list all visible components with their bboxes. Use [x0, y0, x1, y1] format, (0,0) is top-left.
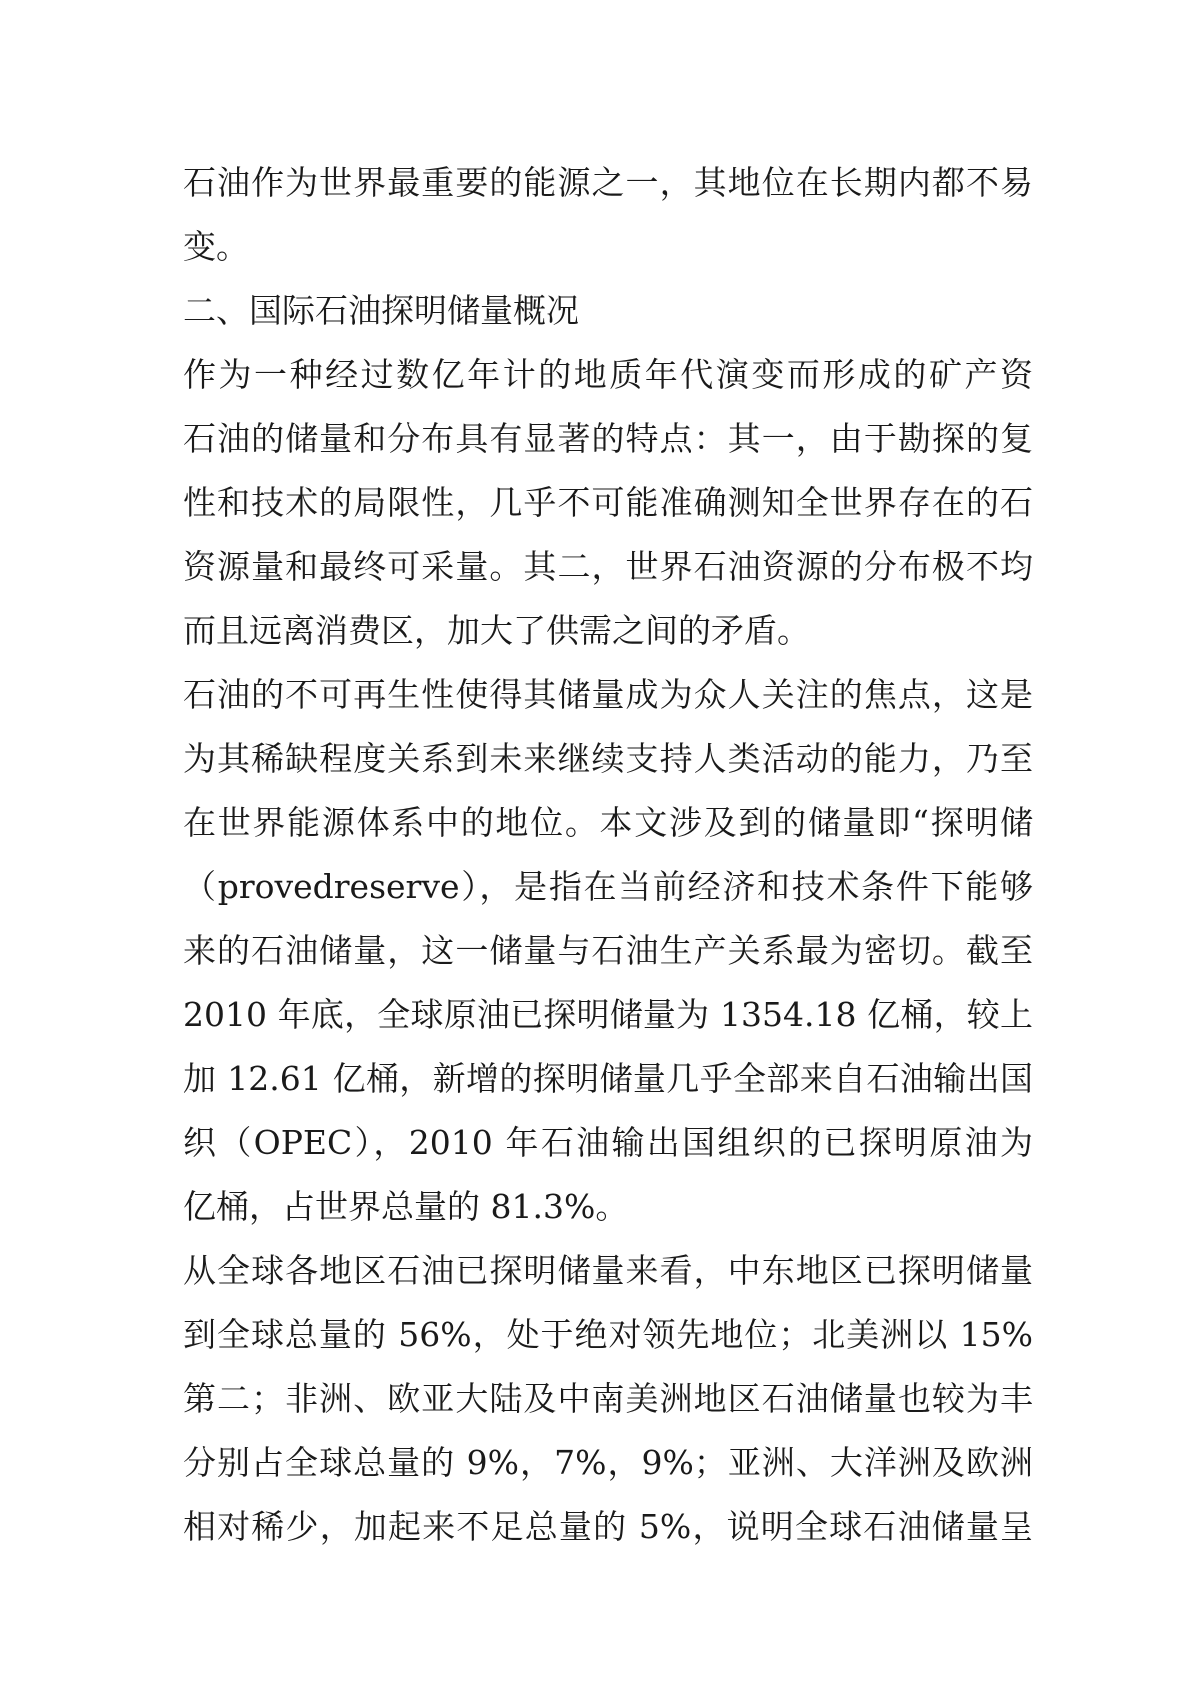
text-line: 2010 年底，全球原油已探明储量为 1354.18 亿桶，较上: [183, 995, 1033, 1034]
body-text: [183, 151, 1033, 1559]
text-line: 变。: [183, 227, 249, 266]
text-line: 资源量和最终可采量。其二，世界石油资源的分布极不均: [183, 547, 1033, 586]
text-line: 石油的不可再生性使得其储量成为众人关注的焦点，这是: [183, 675, 1033, 714]
text-line: 加 12.61 亿桶，新增的探明储量几乎全部来自石油输出国: [183, 1059, 1033, 1098]
text-line: 作为一种经过数亿年计的地质年代演变而形成的矿产资: [183, 355, 1033, 394]
text-line: 石油作为世界最重要的能源之一，其地位在长期内都不易: [183, 163, 1033, 202]
text-line: 到全球总量的 56%，处于绝对领先地位；北美洲以 15%: [183, 1315, 1033, 1354]
text-line: 来的石油储量，这一储量与石油生产关系最为密切。截至: [183, 931, 1033, 970]
text-line: 第二；非洲、欧亚大陆及中南美洲地区石油储量也较为丰: [183, 1379, 1033, 1418]
text-line: 为其稀缺程度关系到未来继续支持人类活动的能力，乃至: [183, 739, 1033, 778]
text-line: 织（OPEC），2010 年石油输出国组织的已探明原油为: [183, 1123, 1033, 1162]
text-line: 从全球各地区石油已探明储量来看，中东地区已探明储量: [183, 1251, 1033, 1290]
text-line: 相对稀少，加起来不足总量的 5%，说明全球石油储量呈: [183, 1507, 1033, 1546]
text-line: 而且远离消费区，加大了供需之间的矛盾。: [183, 611, 810, 650]
text-line: 二、国际石油探明储量概况: [183, 291, 579, 330]
text-line: 在世界能源体系中的地位。本文涉及到的储量即“探明储: [183, 803, 1033, 842]
text-line: 分别占全球总量的 9%，7%，9%；亚洲、大洋洲及欧洲: [183, 1443, 1033, 1482]
text-line: （provedreserve），是指在当前经济和技术条件下能够: [183, 867, 1033, 906]
text-line: 石油的储量和分布具有显著的特点：其一，由于勘探的复: [183, 419, 1033, 458]
text-line: 性和技术的局限性，几乎不可能准确测知全世界存在的石: [183, 483, 1033, 522]
text-line: 亿桶，占世界总量的 81.3%。: [183, 1187, 629, 1226]
